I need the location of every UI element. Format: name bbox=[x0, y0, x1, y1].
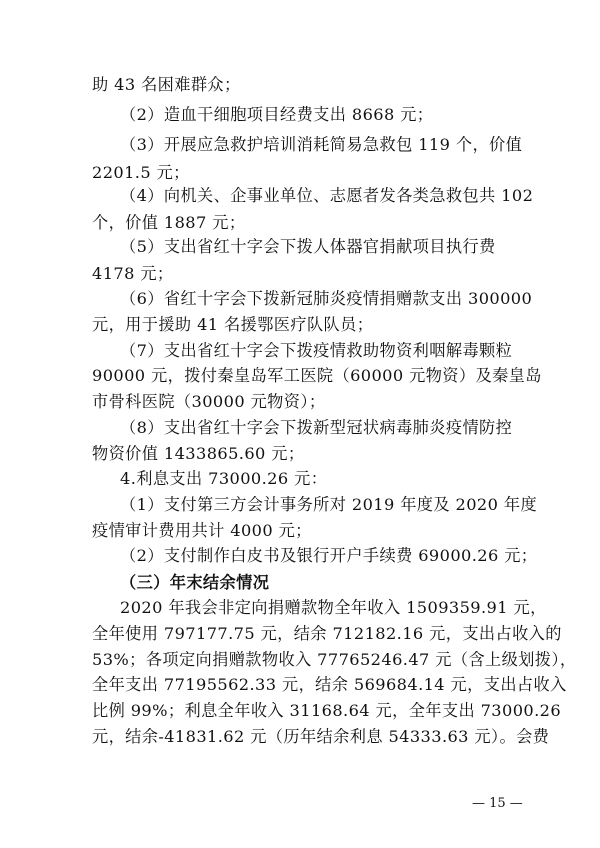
body-text-line: 元，结余-41831.62 元（历年结余利息 54333.63 元）。会费 bbox=[92, 727, 550, 746]
body-text-line: （4）向机关、企事业单位、志愿者发各类急救包共 102 bbox=[120, 186, 534, 205]
body-text-line: （5）支出省红十字会下拨人体器官捐献项目执行费 bbox=[120, 237, 496, 256]
body-text-line: 4.利息支出 73000.26 元： bbox=[120, 469, 328, 488]
body-text-line: 53%；各项定向捐赠款物收入 77765246.47 元（含上级划拨）， bbox=[92, 650, 577, 669]
body-text-line: 物资价值 1433865.60 元； bbox=[92, 444, 305, 463]
body-text-line: 2201.5 元； bbox=[92, 163, 190, 182]
body-text-line: 全年使用 797177.75 元，结余 712182.16 元，支出占收入的 bbox=[92, 624, 562, 643]
body-text-line: 90000 元，拨付秦皇岛军工医院（60000 元物资）及秦皇岛 bbox=[92, 366, 542, 385]
body-text-line: （6）省红十字会下拨新冠肺炎疫情捐赠款支出 300000 bbox=[120, 289, 533, 308]
body-text-line: 4178 元； bbox=[92, 264, 174, 283]
body-text-line: （8）支出省红十字会下拨新型冠状病毒肺炎疫情防控 bbox=[120, 418, 513, 437]
body-text-line: （1）支付第三方会计事务所对 2019 年度及 2020 年度 bbox=[120, 495, 538, 514]
body-text-line: 全年支出 77195562.33 元，结余 569684.14 元，支出占收入 bbox=[92, 675, 567, 694]
body-text-line: 疫情审计费用共计 4000 元； bbox=[92, 521, 312, 540]
section-heading: （三）年末结余情况 bbox=[120, 573, 270, 592]
body-text-line: 市骨科医院（30000 元物资）； bbox=[92, 392, 326, 411]
page-number: — 15 — bbox=[472, 796, 523, 811]
body-text-line: 助 43 名困难群众； bbox=[92, 75, 241, 94]
body-text-line: （2）支付制作白皮书及银行开户手续费 69000.26 元； bbox=[120, 546, 538, 565]
body-text-line: （2）造血干细胞项目经费支出 8668 元； bbox=[120, 105, 434, 124]
body-text-line: 元，用于援助 41 名援鄂医疗队队员； bbox=[92, 315, 374, 334]
body-text-line: 比例 99%；利息全年收入 31168.64 元，全年支出 73000.26 bbox=[92, 701, 562, 720]
body-text-line: （3）开展应急救护培训消耗简易急救包 119 个，价值 bbox=[120, 135, 523, 154]
body-text-line: （7）支出省红十字会下拨疫情救助物资利咽解毒颗粒 bbox=[120, 341, 513, 360]
body-text-line: 个，价值 1887 元； bbox=[92, 213, 246, 232]
body-text-line: 2020 年我会非定向捐赠款物全年收入 1509359.91 元， bbox=[120, 598, 547, 617]
